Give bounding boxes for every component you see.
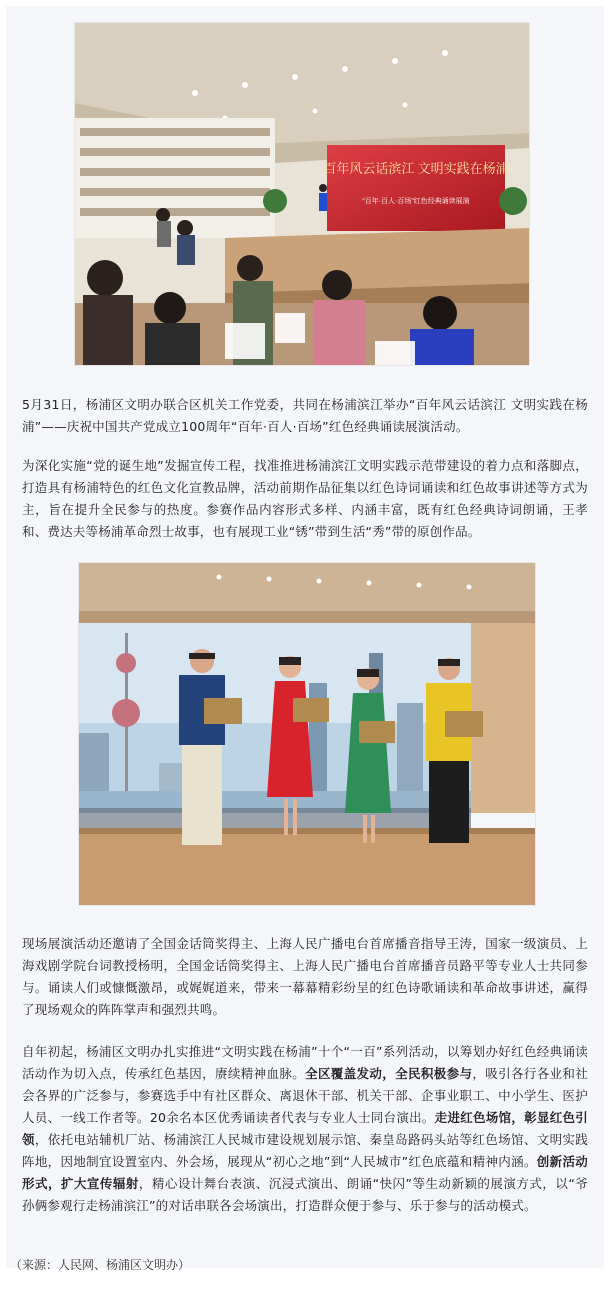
article-paragraph-4 — [22, 1041, 588, 1217]
banner-subtitle: “百年·百人·百场”红色经典诵读展演 — [362, 198, 470, 205]
paragraph-bold-run: 全区覆盖发动，全民积极参与 — [305, 1066, 473, 1081]
banner-title: 百年风云话滨江 文明实践在杨浦 — [323, 161, 509, 176]
paragraph-text-run: 5月31日，杨浦区文明办联合区机关工作党委，共同在杨浦滨江举办“百年风云话滨江 文明实践在杨浦”——庆祝中国共产党成立100周年“百年·百人·百场”红色经典诵读展演活动。 — [22, 397, 588, 434]
paragraph-text-run: ，依托电站辅机厂站、杨浦滨江人民城市建设规划展示馆、秦皇岛路码头站等红色场馆、文明实践阵地，因地制宜设置室内、外会场，展现从“初心之地”到“人民城市”红色底蕴和精神内涵。 — [22, 1132, 588, 1169]
article-paragraph-1 — [22, 394, 588, 438]
article-source: （来源：人民网、杨浦区文明办） — [10, 1258, 191, 1272]
paragraph-bold-run: 创新活动形式，扩大宣传辐射 — [22, 1154, 588, 1191]
paragraph-text-run: ，吸引各行各业和社会各界的广泛参与，参赛选手中有社区群众、离退休干部、机关干部、企事业职工、中小学生、医护人员、一线工作者等。20余名本区优秀诵读者代表与专业人士同台演出。 — [22, 1066, 588, 1125]
paragraph-text-run: ，精心设计舞台表演、沉浸式演出、朗诵“快闪”等生动新颖的展演方式，以“爷孙俩参观行走杨浦滨江”的对话串联各会场演出，打造群众便于参与、乐于参与的活动模式。 — [22, 1176, 588, 1213]
paragraph-text-run: 自年初起，杨浦区文明办扎实推进“文明实践在杨浦”十个“一百”系列活动，以筹划办好红色经典诵读活动作为切入点，传承红色基因，赓续精神血脉。 — [22, 1044, 588, 1081]
event-photo-performers — [78, 562, 536, 906]
article-paragraph-2 — [22, 455, 588, 543]
paragraph-bold-run: 走进红色场馆，彰显红色引领 — [22, 1110, 588, 1147]
paragraph-text-run: 为深化实施“党的诞生地”发掘宣传工程，找准推进杨浦滨江文明实践示范带建设的着力点和落脚点，打造具有杨浦特色的红色文化宣教品牌，活动前期作品征集以红色诗词诵读和红色故事讲述等方式为主，旨在提升全民参与的热度。参赛作品内容形式多样、内涵丰富，既有红色经典诗词朗诵，王孝和、费达夫等杨浦革命烈士故事，也有展现工业“锈”带到生活“秀”带的原创作品。 — [22, 458, 588, 539]
event-photo-library — [74, 22, 530, 366]
article-paragraph-3 — [22, 933, 588, 1021]
paragraph-text-run: 现场展演活动还邀请了全国金话筒奖得主、上海人民广播电台首席播音指导王涛，国家一级演员、上海戏剧学院台词教授杨明，全国金话筒奖得主、上海人民广播电台首席播音员路平等专业人士共同参与。诵读人们或慷慨激昂，或娓娓道来，带来一幕幕精彩纷呈的红色诗歌诵读和革命故事讲述，赢得了现场观众的阵阵掌声和强烈共鸣。 — [22, 936, 588, 1017]
